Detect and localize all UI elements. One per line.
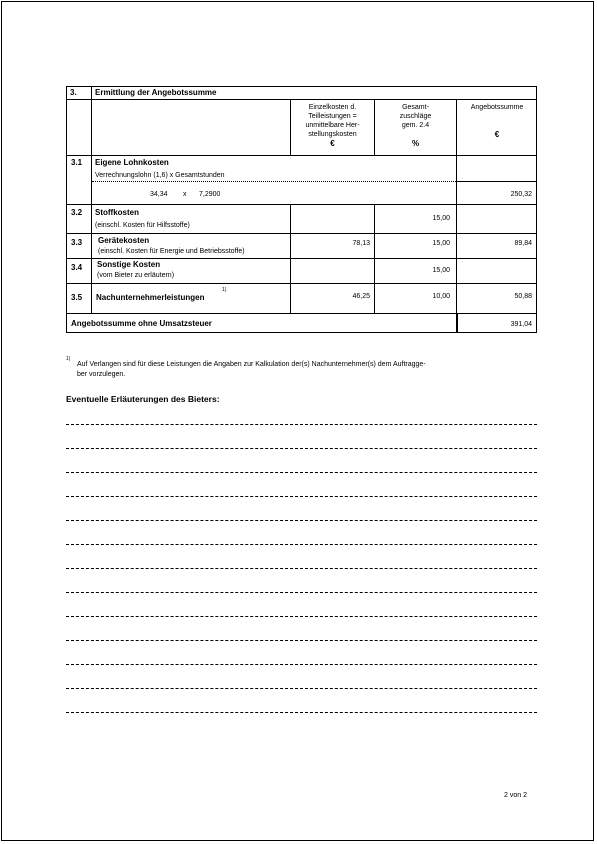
- row-einzel: 46,25: [352, 293, 370, 300]
- column-header-zuschlaege: Gesamt- zuschläge gem. 2.4 %: [399, 104, 432, 148]
- row-summe: 50,88: [514, 293, 532, 300]
- row-subtitle: (einschl. Kosten für Energie und Betriebsstoffe): [98, 248, 245, 255]
- footnote-ref: 1): [222, 287, 227, 293]
- row-subtitle: (einschl. Kosten für Hilfsstoffe): [95, 222, 190, 229]
- page-number: 2 von 2: [504, 792, 527, 799]
- explanations-title: Eventuelle Erläuterungen des Bieters:: [66, 394, 220, 404]
- row-zuschlag: 15,00: [432, 267, 450, 274]
- column-header-einzelkosten: Einzelkosten d. Teilleistungen = unmittelbare Her- stellungskosten €: [305, 104, 360, 148]
- row-subtitle: Verrechnungslohn (1,6) x Gesamtstunden: [95, 172, 225, 179]
- column-header-angebotssumme: Angebotssumme €: [470, 104, 524, 139]
- calc-operator: x: [183, 191, 187, 198]
- footnote-line-2: ber vorzulegen.: [77, 371, 126, 378]
- row-number: 3.4: [71, 263, 83, 272]
- row-zuschlag: 15,00: [432, 240, 450, 247]
- row-number: 3.3: [71, 238, 83, 247]
- total-label: Angebotssumme ohne Umsatzsteuer: [71, 319, 212, 328]
- row-title: Eigene Lohnkosten: [95, 158, 169, 167]
- row-number: 3.2: [71, 208, 83, 217]
- row-number: 3.5: [71, 293, 83, 302]
- row-summe: 250,32: [510, 191, 532, 198]
- footnote-line-1: Auf Verlangen sind für diese Leistungen die Angaben zur Kalkulation der(s) Nachunternehmer(s) dem Auftragge-: [77, 361, 426, 368]
- row-title: Sonstige Kosten: [97, 260, 161, 269]
- row-einzel: 78,13: [352, 240, 370, 247]
- row-title: Gerätekosten: [98, 236, 150, 245]
- footnote-marker: 1): [66, 356, 71, 362]
- row-number: 3.1: [71, 158, 83, 167]
- row-summe: 89,84: [514, 240, 532, 247]
- row-zuschlag: 10,00: [432, 293, 450, 300]
- calc-factor-b: 7,2900: [199, 191, 221, 198]
- calc-factor-a: 34,34: [150, 191, 168, 198]
- total-value: 391,04: [510, 321, 532, 328]
- row-title: Nachunternehmerleistungen: [96, 293, 205, 302]
- section-number: 3.: [70, 88, 77, 97]
- section-title: Ermittlung der Angebotssumme: [95, 88, 217, 97]
- row-zuschlag: 15,00: [432, 215, 450, 222]
- row-title: Stoffkosten: [95, 208, 139, 217]
- row-subtitle: (vom Bieter zu erläutern): [97, 272, 175, 279]
